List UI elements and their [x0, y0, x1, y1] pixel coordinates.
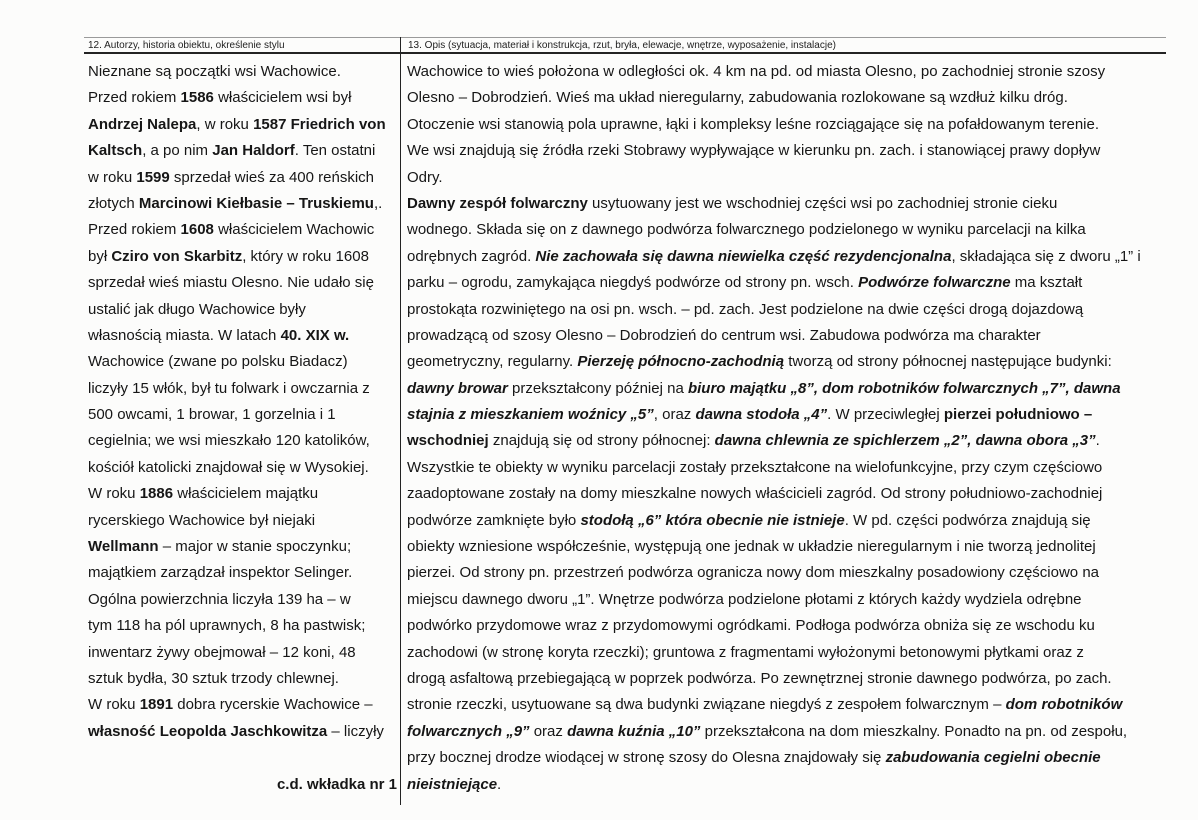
history-column: [88, 59, 397, 745]
history-line: [88, 508, 397, 534]
description-line: [407, 59, 1165, 85]
text-run: tworzą od strony północnej następujące budynki:: [784, 353, 1112, 371]
text-run: ma kształt: [1010, 274, 1083, 292]
description-line: [407, 85, 1165, 111]
bold-text: własność Leopolda Jaschkowitza: [88, 722, 328, 740]
text-run: prostokąta rozwiniętego na osi pn. wsch. – pd. zach. Jest podzielone na dwie części drogą dojazdową: [407, 300, 1084, 318]
history-line: [88, 428, 397, 454]
text-run: dobra rycerskie Wachowice –: [173, 696, 373, 714]
history-line: [88, 138, 397, 164]
description-line: [407, 719, 1165, 745]
text-run: sprzedał wieś miastu Olesno. Nie udało się: [88, 274, 374, 292]
text-run: zachodowi (w stronę koryta rzeczki); gruntowa z fragmentami wyłożonymi betonowymi płytkami oraz z: [407, 643, 1084, 661]
history-line: [88, 85, 397, 111]
description-line: [407, 508, 1165, 534]
description-line: [407, 191, 1165, 217]
description-line: [407, 428, 1165, 454]
text-run: przekształcona na dom mieszkalny. Ponadto na pn. od zespołu,: [700, 722, 1128, 740]
column-divider: [400, 37, 401, 805]
text-run: 500 owcami, 1 browar, 1 gorzelnia i 1: [88, 406, 336, 424]
description-line: [407, 402, 1165, 428]
description-line: [407, 745, 1165, 771]
text-run: zaadoptowane zostały na domy mieszkalne nowych właścicieli zagród. Od strony południowo-zachodniej: [407, 485, 1103, 503]
description-line: [407, 534, 1165, 560]
text-run: .: [497, 775, 502, 793]
bold-italic-text: dawna kuźnia „10”: [567, 722, 701, 740]
text-run: podwórze zamknięte było: [407, 511, 581, 529]
description-section-title: 13. Opis (sytuacja, materiał i konstrukcja, rzut, bryła, elewacje, wnętrze, wyposażenie, instalacje): [408, 40, 836, 51]
text-run: . Ten ostatni: [294, 142, 376, 160]
text-run: Wachowice to wieś położona w odległości ok. 4 km na pd. od miasta Olesno, po zachodniej stronie szosy: [407, 63, 1106, 80]
text-run: własnością miasta. W latach: [88, 326, 281, 344]
bold-italic-text: Podwórze folwarczne: [858, 274, 1011, 292]
description-line: [407, 217, 1165, 243]
text-run: sprzedał wieś za 400 reńskich: [169, 168, 374, 186]
bold-text: 40. XIX w.: [280, 326, 350, 344]
text-run: – liczyły: [327, 722, 384, 740]
text-run: , a po nim: [142, 142, 213, 160]
bold-italic-text: dawna chlewnia ze spichlerzem „2”, dawna obora „3”: [714, 432, 1096, 450]
history-line: [88, 297, 397, 323]
description-line: [407, 666, 1165, 692]
text-run: We wsi znajdują się źródła rzeki Stobrawy wypływające w kierunku pn. zach. i stanowiącej prawy dopływ: [407, 142, 1101, 160]
bold-italic-text: stajnia z mieszkaniem woźnicy „5”: [407, 406, 654, 424]
text-run: znajdują się od strony północnej:: [488, 432, 715, 450]
text-run: miejscu dawnego dworu „1”. Wnętrze podwórza podzielone płotami z których każdy wydziela odrębne: [407, 590, 1082, 608]
description-line: [407, 297, 1165, 323]
header-bottom-rule: [84, 52, 1166, 54]
text-run: tym 118 ha pól uprawnych, 8 ha pastwisk;: [88, 617, 366, 635]
text-run: kościół katolicki znajdował się w Wysokiej.: [88, 458, 369, 476]
text-run: usytuowany jest we wschodniej części wsi po zachodniej stronie cieku: [587, 194, 1058, 212]
text-run: przekształcony później na: [507, 379, 688, 397]
text-run: ustalić jak długo Wachowice były: [88, 300, 306, 318]
text-run: , składająca się z dworu „1” i: [951, 247, 1141, 265]
bold-text: pierzei południowo –: [943, 406, 1093, 424]
bold-italic-text: dawna stodoła „4”: [695, 406, 828, 424]
text-run: Olesno – Dobrodzień. Wieś ma układ nieregularny, zabudowania rozlokowane są wzdłuż kilku dróg.: [407, 89, 1068, 107]
bold-italic-text: Pierzeję północno-zachodnią: [577, 353, 785, 371]
text-run: . W przeciwległej: [827, 406, 944, 424]
bold-text: Jan Haldorf: [212, 142, 295, 160]
history-line: [88, 481, 397, 507]
text-run: złotych: [88, 194, 139, 212]
bold-text: 1886: [139, 485, 174, 503]
history-line: [88, 191, 397, 217]
description-line: [407, 323, 1165, 349]
bold-text: 1599: [136, 168, 170, 186]
history-line: [88, 719, 397, 745]
text-run: cegielnia; we wsi mieszkało 120 katolików,: [88, 432, 370, 450]
text-run: rycerskiego Wachowice był niejaki: [88, 511, 316, 529]
text-run: Nieznane są początki wsi Wachowice.: [88, 63, 341, 80]
text-run: oraz: [529, 722, 568, 740]
bold-text: Marcinowi Kiełbasie – Truskiemu: [138, 194, 374, 212]
text-run: Wszystkie te obiekty w wyniku parcelacji zostały przekształcone na wielofunkcyjne, przy czym częściowo: [407, 458, 1103, 476]
text-run: sztuk bydła, 30 sztuk trzody chlewnej.: [88, 669, 339, 687]
history-line: [88, 613, 397, 639]
text-run: przy bocznej drodze wiodącej w stronę szosy do Olesna znajdowały się: [407, 749, 886, 767]
text-run: .: [1095, 432, 1100, 450]
text-run: właścicielem majątku: [173, 485, 319, 503]
description-line: [407, 376, 1165, 402]
text-run: parku – ogrodu, zamykająca niegdyś podwórze od strony pn. wsch.: [407, 274, 859, 292]
text-run: wodnego. Składa się on z dawnego podwórza folwarcznego podzielonego w wyniku parcelacji na kilka: [407, 221, 1086, 239]
description-line: [407, 587, 1165, 613]
text-run: odrębnych zagród.: [407, 247, 536, 265]
history-line: [88, 165, 397, 191]
text-run: geometryczny, regularny.: [407, 353, 578, 371]
text-run: inwentarz żywy obejmował – 12 koni, 48: [88, 643, 356, 661]
description-line: [407, 112, 1165, 138]
text-run: majątkiem zarządzał inspektor Selinger.: [88, 564, 353, 582]
text-run: W roku: [88, 696, 140, 714]
text-run: W roku: [88, 485, 140, 503]
text-run: , który w roku 1608: [242, 247, 369, 265]
history-line: [88, 270, 397, 296]
bold-text: 1586: [180, 89, 214, 107]
description-line: [407, 481, 1165, 507]
history-line: [88, 402, 397, 428]
bold-text: Cziro von Skarbitz: [111, 247, 243, 265]
bold-text: 1891: [139, 696, 174, 714]
history-line: [88, 560, 397, 586]
history-line: [88, 376, 397, 402]
history-line: [88, 323, 397, 349]
text-run: właścicielem wsi był: [213, 89, 352, 107]
bold-italic-text: Nie zachowała się dawna niewielka część rezydencjonalna: [535, 247, 952, 265]
history-line: [88, 534, 397, 560]
description-line: [407, 772, 1165, 798]
history-line: [88, 587, 397, 613]
bold-text: Andrzej Nalepa: [88, 115, 197, 133]
bold-text: Kaltsch: [88, 142, 143, 160]
bold-italic-text: zabudowania cegielni obecnie: [885, 749, 1101, 767]
description-column: [407, 59, 1165, 798]
history-line: [88, 244, 397, 270]
description-line: [407, 640, 1165, 666]
text-run: podwórko przydomowe wraz z przydomowymi ogródkami. Podłoga podwórza obniża się ze wschodu ku: [407, 617, 1095, 635]
description-line: [407, 270, 1165, 296]
text-run: Ogólna powierzchnia liczyła 139 ha – w: [88, 590, 351, 608]
text-run: ,.: [373, 194, 383, 212]
bold-italic-text: stodołą „6” która obecnie nie istnieje: [580, 511, 845, 529]
header-top-rule: [84, 37, 1166, 38]
description-line: [407, 692, 1165, 718]
history-line: [88, 59, 397, 85]
bold-italic-text: dom robotników: [1005, 696, 1123, 714]
text-run: liczyły 15 włók, był tu folwark i owczarnia z: [88, 379, 370, 397]
bold-text: Wellmann: [88, 538, 159, 556]
history-line: [88, 217, 397, 243]
text-run: właścicielem Wachowic: [213, 221, 375, 239]
bold-text: wschodniej: [407, 432, 489, 450]
history-line: [88, 640, 397, 666]
history-line: [88, 692, 397, 718]
history-line: [88, 666, 397, 692]
text-run: był: [88, 247, 112, 265]
description-line: [407, 560, 1165, 586]
description-line: [407, 244, 1165, 270]
text-run: Odry.: [407, 168, 443, 186]
text-run: – major w stanie spoczynku;: [158, 538, 352, 556]
description-line: [407, 455, 1165, 481]
text-run: drogą asfaltową przebiegającą w poprzek podwórza. Po zewnętrznej stronie dawnego podwórza, po zach.: [407, 669, 1112, 687]
history-line: [88, 112, 397, 138]
bold-italic-text: folwarcznych „9”: [407, 722, 530, 740]
text-run: prowadzącą od szosy Olesno – Dobrodzień do centrum wsi. Zabudowa podwórza ma charakter: [407, 326, 1041, 344]
description-line: [407, 349, 1165, 375]
bold-italic-text: biuro majątku „8”, dom robotników folwarcznych „7”, dawna: [687, 379, 1121, 397]
bold-text: 1608: [180, 221, 214, 239]
history-line: [88, 349, 397, 375]
text-run: w roku: [88, 168, 137, 186]
text-run: obiekty wzniesione współcześnie, występują one jednak w układzie nieregularnym i nie tworzą jednolitej: [407, 538, 1096, 556]
text-run: , oraz: [653, 406, 696, 424]
history-section-title: 12. Autorzy, historia obiektu, określenie stylu: [88, 40, 285, 51]
text-run: Otoczenie wsi stanowią pola uprawne, łąki i kompleksy leśne rozciągające się na pofałdowanym terenie.: [407, 115, 1100, 133]
bold-text: 1587 Friedrich von: [253, 115, 386, 133]
bold-text: Dawny zespół folwarczny: [407, 194, 588, 212]
text-run: pierzei. Od strony pn. przestrzeń podwórza ogranicza nowy dom mieszkalny posadowiony częściowo na: [407, 564, 1099, 582]
text-run: stronie rzeczki, usytuowane są dwa budynki związane niegdyś z zespołem folwarcznym –: [407, 696, 1006, 714]
text-run: Przed rokiem: [88, 89, 181, 107]
description-line: [407, 165, 1165, 191]
history-line: [88, 455, 397, 481]
bold-italic-text: dawny browar: [407, 379, 508, 397]
bold-italic-text: nieistniejące: [407, 775, 498, 793]
description-line: [407, 138, 1165, 164]
text-run: Wachowice (zwane po polsku Biadacz): [88, 353, 348, 371]
text-run: Przed rokiem: [88, 221, 181, 239]
text-run: . W pd. części podwórza znajdują się: [844, 511, 1091, 529]
description-line: [407, 613, 1165, 639]
continuation-note: c.d. wkładka nr 1: [276, 775, 397, 793]
text-run: , w roku: [196, 115, 254, 133]
